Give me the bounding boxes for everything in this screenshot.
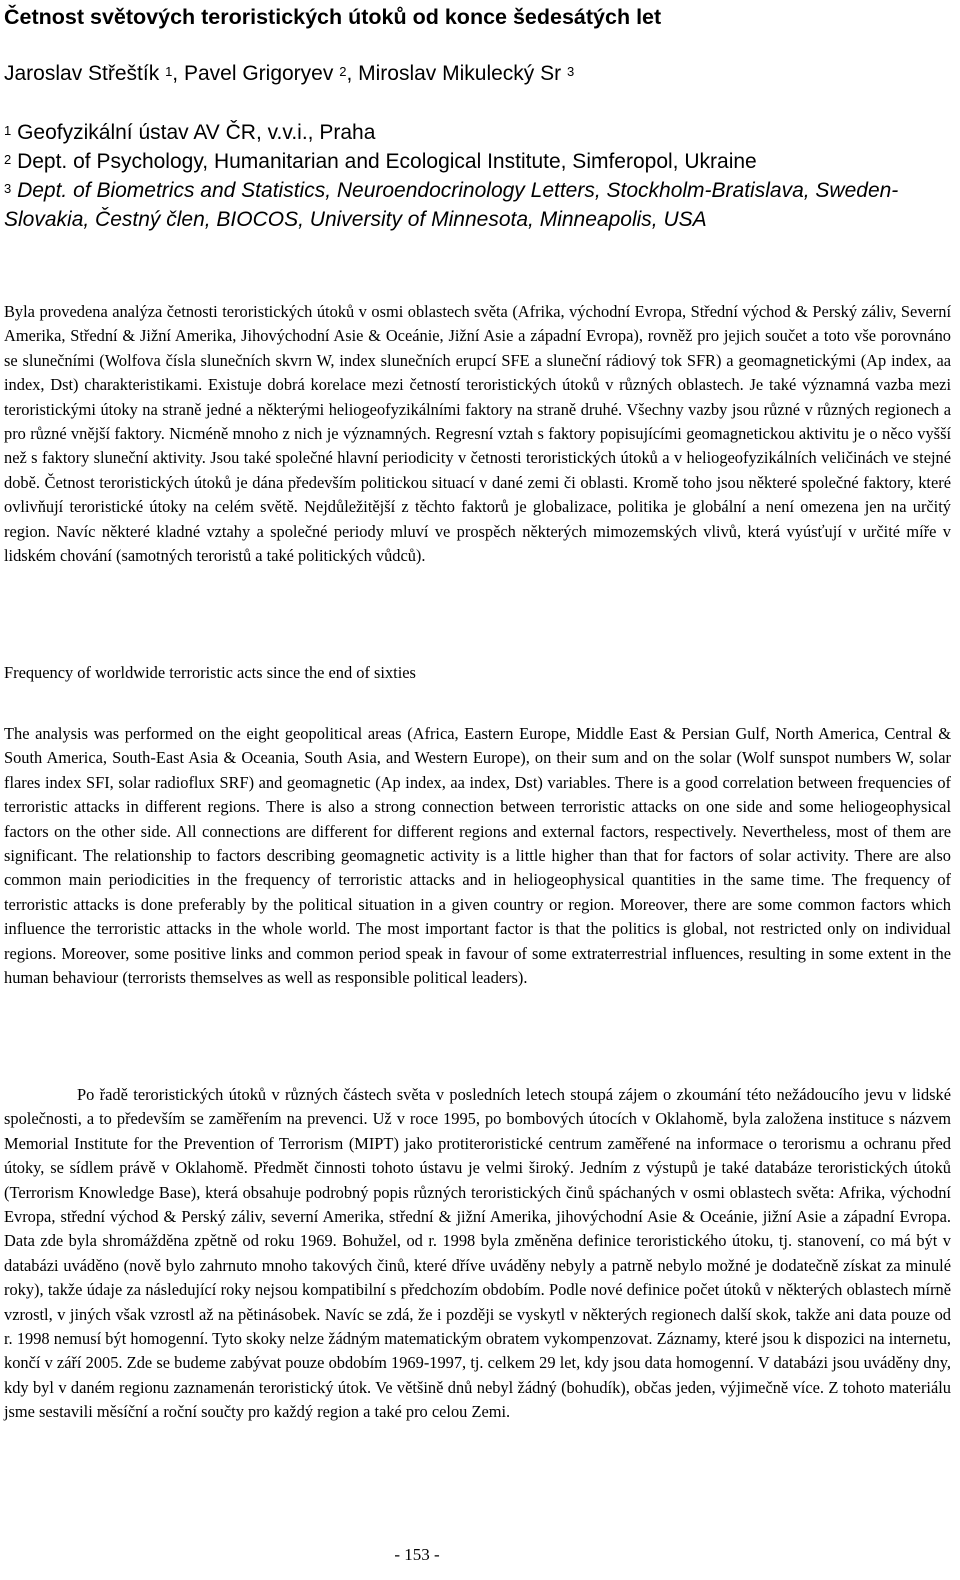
author-1-name: Jaroslav Střeštík [4, 62, 166, 85]
paper-title: Četnost světových teroristických útoků od konce šedesátých let [4, 5, 662, 29]
author-line [4, 61, 954, 87]
affiliation-1-text: Geofyzikální ústav AV ČR, v.v.i., Praha [11, 121, 376, 144]
affiliation-2-number: 2 [4, 152, 12, 167]
affiliation-2 [4, 147, 954, 176]
abstract-czech: Byla provedena analýza četnosti teroristických útoků v osmi oblastech světa (Afrika, východní Evropa, Střední východ & Perský záliv, Severní Amerika, Střední & Jižní Amerika, Jihovýchodní Asie & Oceánie, Jižní Asie a západní Evropa), rovněž pro jejich součet a toto vše porovnáno se slunečními (Wolfova čísla slunečních skvrn W, index slunečních erupcí SFE a sluneční rádiový tok SFR) a geomagnetickými (Ap index, aa index, Dst) charakteristikami. Existuje dobrá korelace mezi četností teroristických útoků v různých oblastech. Je také významná vazba mezi teroristickými útoky na straně jedné a některými heliogeofyzikálními faktory na straně druhé. Všechny vazby jsou různé v různých regionech a pro různé vnější faktory. Nicméně mnoho z nich je významných. Regresní vztah s faktory popisujícími geomagnetickou aktivitu je o něco vyšší než s faktory sluneční aktivity. Jsou také společné hlavní periodicity v četnosti teroristických útoků a v heliogeofyzikálních veličinách ve stejné době. Četnost teroristických útoků je dána především politickou situací v dané zemi či oblasti. Kromě toho jsou některé společné faktory, které ovlivňují teroristické útoky na celém světě. Nejdůležitější z těchto faktorů je globalizace, politika je globální a není omezena jen na určitý region. Navíc některé kladné vztahy a společné periody mluví ve prospěch některých mimozemských vlivů, která vyúsťují v určité míře v lidském chování (samotných teroristů a také politických vůdců). [4, 302, 951, 566]
author-1-superscript: 1 [165, 64, 173, 79]
affiliation-3-number: 3 [4, 181, 12, 196]
affiliation-1 [4, 118, 954, 147]
affiliation-3-text: Dept. of Biometrics and Statistics, Neuroendocrinology Letters, Stockholm-Bratislava, Sweden-Slovakia, Čestný člen, BIOCOS, University of Minnesota, Minneapolis, USA [4, 179, 899, 231]
author-2-name: , Pavel Grigoryev [172, 62, 340, 85]
author-3-name: , Miroslav Mikulecký Sr [346, 62, 567, 85]
author-3-superscript: 3 [566, 64, 575, 79]
english-title: Frequency of worldwide terroristic acts since the end of sixties [4, 663, 416, 682]
body-paragraph: Po řadě teroristických útoků v různých částech světa v posledních letech stoupá zájem o zkoumání této nežádoucího jevu v lidské společnosti, a to především se zaměřením na prevenci. Už v roce 1995, po bombových útocích v Oklahomě, byla založena instituce s názvem Memorial Institute for the Prevention of Terrorism (MIPT) jako protiteroristické centrum zaměřené na informace o terorismu a ochranu před útoky, se sídlem právě v Oklahomě. Předmět činnosti tohoto ústavu je velmi široký. Jedním z výstupů je také databáze teroristických útoků (Terrorism Knowledge Base), která obsahuje podrobný popis různých teroristických činů spáchaných v osmi oblastech světa: Afrika, východní Evropa, střední východ & Perský záliv, severní Amerika, střední & jižní Amerika, jihovýchodní Asie & Oceánie, jižní Asie a západní Evropa. Data zde byla shromážděna zpětně od roku 1969. Bohužel, od r. 1998 byla změněna definice teroristického útoku, tj. stanovení, co má být v databázi uváděno (nově bylo zahrnuto mnoho takových činů, které dříve uváděny nebyly a patrně nebylo možné je dodatečně získat za minulé roky), takže údaje za následující roky nejsou kompatibilní s předchozím obdobím. Podle nové definice počet útoků v některých oblastech mírně vzrostl, v jiných však vzrostl až na pětinásobek. Navíc se zdá, že i později se vyskytl v některých regionech další skok, takže ani data pouze od r. 1998 nemusí být homogenní. Tyto skoky nelze žádným matematickým obratem vykompenzovat. Záznamy, které jsou k dispozici na internetu, končí v září 2005. Zde se budeme zabývat pouze obdobím 1969-1997, tj. celkem 29 let, kdy jsou data homogenní. V databázi jsou uváděny dny, kdy byl v daném regionu zaznamenán teroristický útok. Ve většině dnů nebyl žádný (bohudík), občas jeden, výjimečně více. Z tohoto materiálu jsme sestavili měsíční a roční součty pro každý region a také pro celou Zemi. [4, 1085, 951, 1422]
abstract-english: The analysis was performed on the eight geopolitical areas (Africa, Eastern Europe, Middle East & Persian Gulf, North America, Central & South America, South-East Asia & Oceania, South Asia, and Western Europe), on their sum and on the solar (Wolf sunspot numbers W, solar flares index SFI, solar radioflux SRF) and geomagnetic (Ap index, aa index, Dst) variables. There is a good correlation between frequencies of terroristic attacks in different regions. There is also a strong connection between terroristic attacks on one side and some heliogeophysical factors on the other side. All connections are different for different regions and external factors, respectively. Nevertheless, most of them are significant. The relationship to factors describing geomagnetic activity is a little higher than that for factors of solar activity. There are also common main periodicities in the frequency of terroristic attacks and in heliogeophysical quantities in the same time. The frequency of terroristic attacks is done preferably by the political situation in a given country or region. Moreover, there are some common factors which influence the terroristic attacks in the whole world. The most important factor is that the politics is global, not restricted only on individual regions. Moreover, some positive links and common period speak in favour of some extraterrestrial influences, resulting in some extent in the human behaviour (terrorists themselves as well as responsible political leaders). [4, 724, 951, 988]
page-number: - 153 - [394, 1545, 440, 1564]
affiliation-2-text: Dept. of Psychology, Humanitarian and Ecological Institute, Simferopol, Ukraine [11, 150, 757, 173]
affiliations [4, 118, 954, 234]
affiliation-3 [4, 176, 954, 234]
author-2-superscript: 2 [339, 64, 347, 79]
affiliation-1-number: 1 [4, 123, 12, 138]
